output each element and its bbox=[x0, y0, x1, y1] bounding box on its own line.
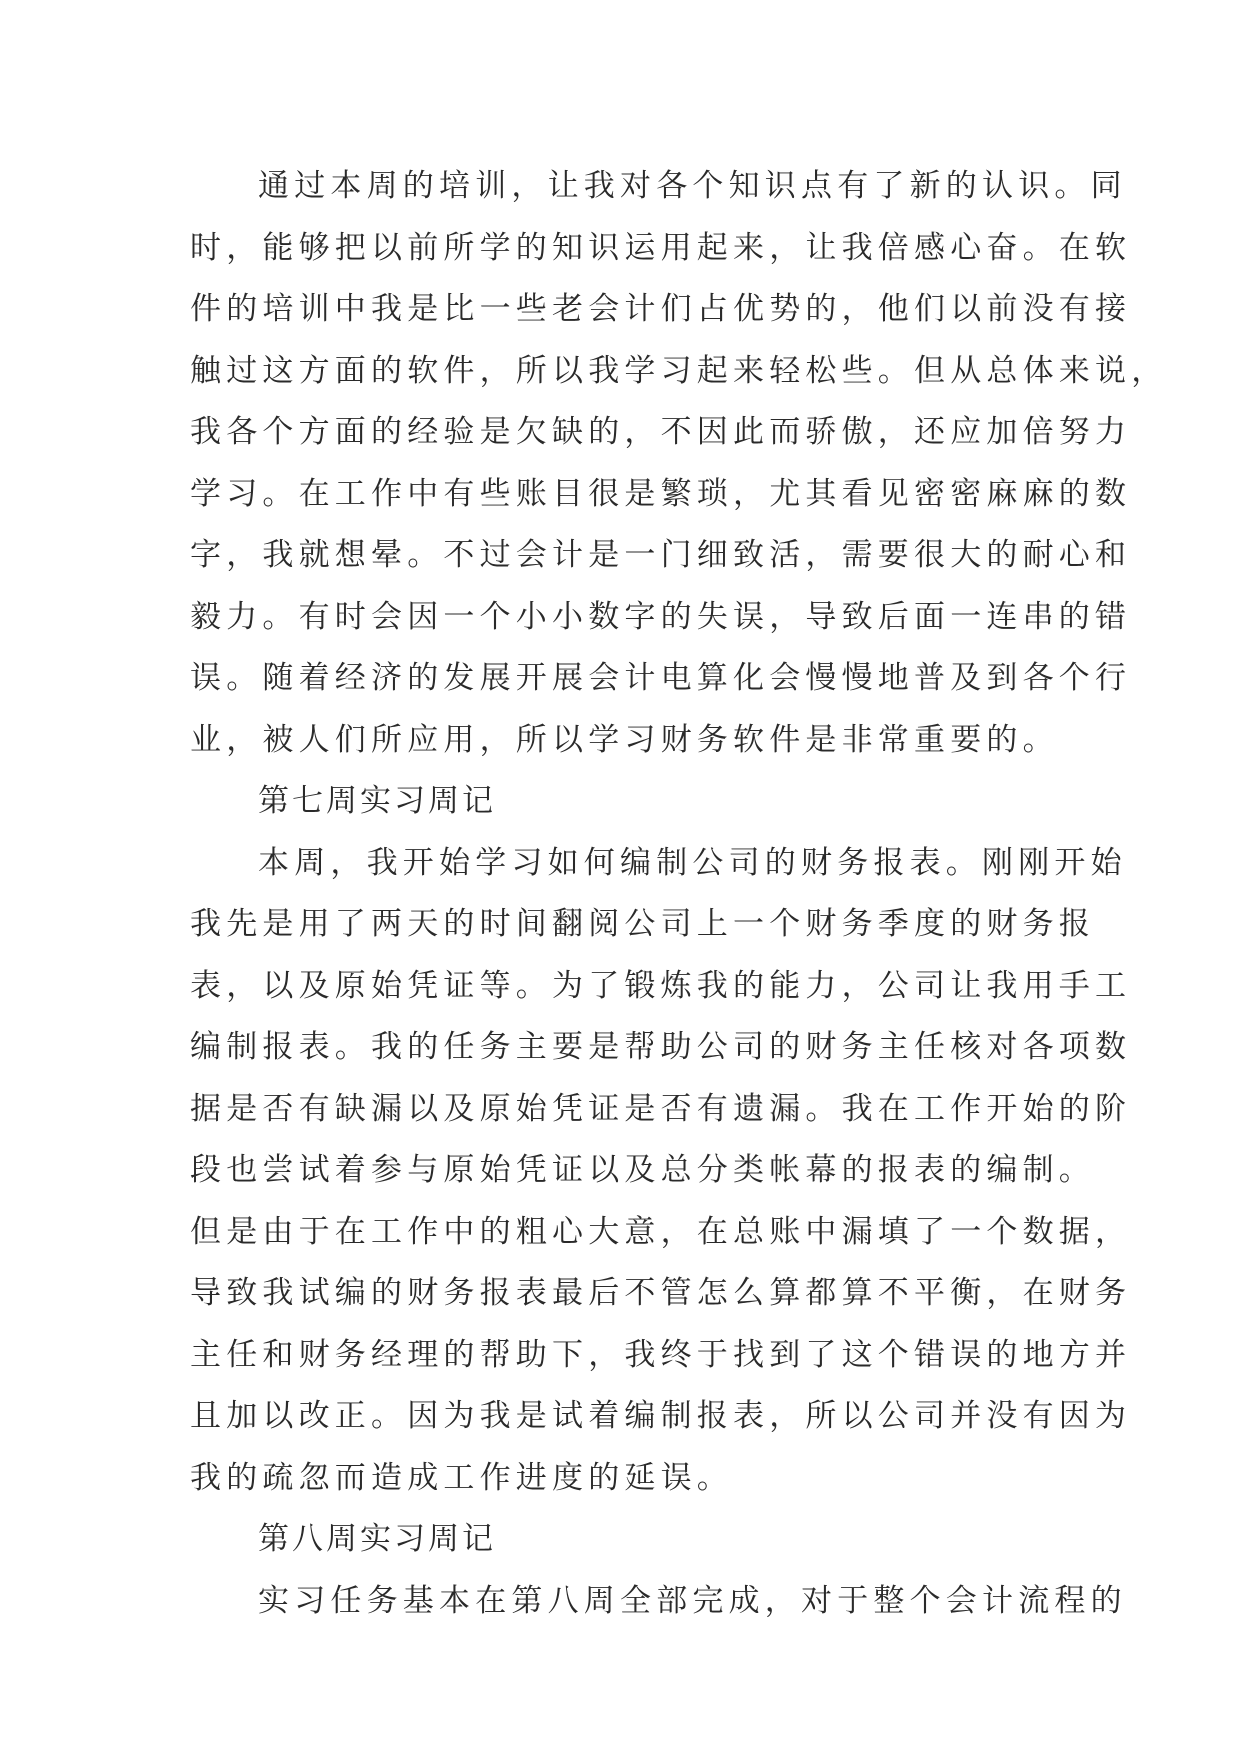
text-line: 件的培训中我是比一些老会计们占优势的，他们以前没有接 bbox=[190, 291, 1132, 327]
text-line: 我的疏忽而造成工作进度的延误。 bbox=[190, 1459, 733, 1496]
text-line: 通过本周的培训，让我对各个知识点有了新的认识。同 bbox=[258, 168, 1127, 204]
text-line: 毅力。有时会因一个小小数字的失误，导致后面一连串的错 bbox=[190, 598, 1132, 635]
text-line: 本周，我开始学习如何编制公司的财务报表。刚刚开始 bbox=[258, 844, 1127, 881]
text-line: 编制报表。我的任务主要是帮助公司的财务主任核对各项数 bbox=[190, 1029, 1132, 1065]
text-line: 且加以改正。因为我是试着编制报表，所以公司并没有因为 bbox=[190, 1398, 1132, 1434]
text-line: 时，能够把以前所学的知识运用起来，让我倍感心奋。在软 bbox=[190, 229, 1132, 266]
text-line: 我先是用了两天的时间翻阅公司上一个财务季度的财务报 bbox=[190, 906, 1095, 942]
body-text bbox=[190, 156, 1168, 1632]
text-line: 字，我就想晕。不过会计是一门细致活，需要很大的耐心和 bbox=[190, 537, 1132, 573]
text-line: 段也尝试着参与原始凭证以及总分类帐幕的报表的编制。 bbox=[190, 1152, 1095, 1188]
text-line: 据是否有缺漏以及原始凭证是否有遗漏。我在工作开始的阶 bbox=[190, 1090, 1132, 1127]
section-heading-week-8: 第八周实习周记 bbox=[258, 1521, 496, 1557]
text-line: 导致我试编的财务报表最后不管怎么算都算不平衡，在财务 bbox=[190, 1275, 1132, 1311]
text-line: 学习。在工作中有些账目很是繁琐，尤其看见密密麻麻的数 bbox=[190, 475, 1132, 512]
text-line: 触过这方面的软件，所以我学习起来轻松些。但从总体来说， bbox=[190, 352, 1168, 389]
text-line: 我各个方面的经验是欠缺的，不因此而骄傲，还应加倍努力 bbox=[190, 414, 1132, 450]
text-line: 业，被人们所应用，所以学习财务软件是非常重要的。 bbox=[190, 721, 1059, 758]
text-line: 实习任务基本在第八周全部完成，对于整个会计流程的 bbox=[258, 1582, 1127, 1619]
text-line: 主任和财务经理的帮助下，我终于找到了这个错误的地方并 bbox=[190, 1336, 1132, 1373]
text-line: 但是由于在工作中的粗心大意，在总账中漏填了一个数据， bbox=[190, 1213, 1132, 1250]
section-heading-week-7: 第七周实习周记 bbox=[258, 783, 496, 819]
text-line: 表，以及原始凭证等。为了锻炼我的能力，公司让我用手工 bbox=[190, 967, 1132, 1004]
text-line: 误。随着经济的发展开展会计电算化会慢慢地普及到各个行 bbox=[190, 660, 1132, 696]
